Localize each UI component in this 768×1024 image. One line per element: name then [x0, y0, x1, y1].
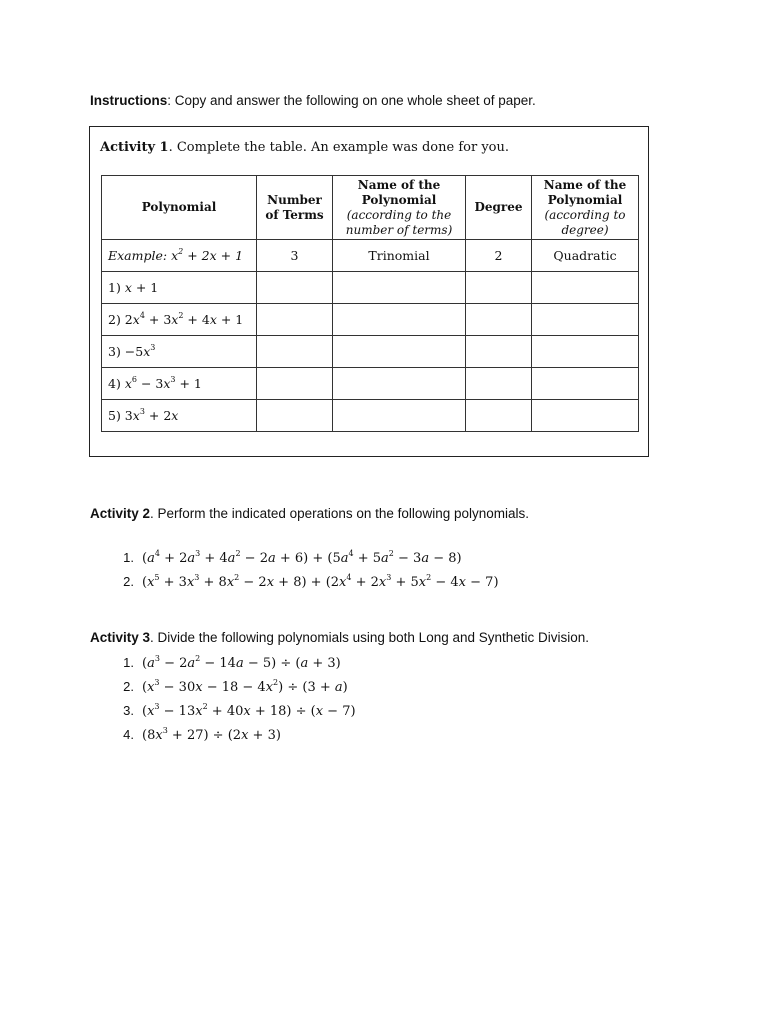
activity3-text: . Divide the following polynomials using both Long and Synthetic Division. [150, 630, 590, 645]
header-polynomial: Polynomial [102, 176, 257, 240]
name-by-degree-cell [532, 368, 639, 400]
name-by-terms-cell [333, 400, 466, 432]
degree-cell [466, 336, 532, 368]
list-item [90, 675, 356, 699]
num-terms-cell [257, 336, 333, 368]
polynomial-cell: $3) -5x^3$ [102, 336, 257, 368]
item-expression: $(a^4 + 2a^3 + 4a^2 - 2a + 6) + (5a^4 + 5a^2 - 3a - 8)$ [142, 549, 462, 566]
header-name-by-degree: Name of the Polynomial (according to degree) [532, 176, 639, 240]
item-expression: $(x^3 - 30x - 18 - 4x^2) \div (3 + a)$ [142, 678, 348, 695]
item-number: 1 . [90, 651, 134, 675]
item-expression: $(x^3 - 13x^2 + 40x + 18) \div (x - 7)$ [142, 702, 356, 719]
item-number: 2 . [90, 570, 134, 594]
header-number-of-terms: Number of Terms [257, 176, 333, 240]
activity2-label: Activity 2 [90, 506, 151, 521]
table-row [102, 400, 639, 432]
item-number: 3 . [90, 699, 134, 723]
example-num-terms: 3 [257, 240, 333, 272]
item-number: 2 . [90, 675, 134, 699]
item-expression: $(8x^3 + 27) \div (2x + 3)$ [142, 726, 281, 743]
instructions-label: Instructions [90, 93, 168, 108]
activity1-box [89, 126, 649, 457]
activity3-heading [90, 630, 589, 645]
table-row [102, 304, 639, 336]
item-number: 1 . [90, 546, 134, 570]
name-by-terms-cell [333, 368, 466, 400]
header-name-by-terms: Name of the Polynomial (according to the number of terms) [333, 176, 466, 240]
item-number: 4 . [90, 723, 134, 747]
activity2-text: . Perform the indicated operations on the following polynomials. [150, 506, 529, 521]
instructions-line [90, 92, 536, 110]
name-by-degree-cell [532, 272, 639, 304]
polynomial-cell: 4) $x^6 - 3x^3 + 1$ [102, 368, 257, 400]
polynomial-cell: 2) $2x^4 + 3x^2 + 4x + 1$ [102, 304, 257, 336]
table-header-row [102, 176, 639, 240]
table-row [102, 272, 639, 304]
example-degree: 2 [466, 240, 532, 272]
list-item [90, 723, 356, 747]
num-terms-cell [257, 304, 333, 336]
num-terms-cell [257, 368, 333, 400]
table-row-example [102, 240, 639, 272]
example-label: Example: [108, 248, 168, 263]
item-expression: $(a^3 - 2a^2 - 14a - 5) \div (a + 3)$ [142, 654, 341, 671]
example-name-by-terms: Trinomial [333, 240, 466, 272]
polynomial-cell: 5) $3x^3 + 2x$ [102, 400, 257, 432]
list-item [90, 570, 499, 594]
name-by-terms-cell [333, 336, 466, 368]
name-by-degree-cell [532, 400, 639, 432]
example-polynomial-cell [102, 240, 257, 272]
list-item [90, 546, 499, 570]
activity3-list [90, 651, 356, 747]
name-by-terms-cell [333, 272, 466, 304]
degree-cell [466, 272, 532, 304]
name-by-terms-cell [333, 304, 466, 336]
activity2-list [90, 546, 499, 594]
degree-cell [466, 400, 532, 432]
list-item [90, 699, 356, 723]
table-row [102, 336, 639, 368]
activity1-label: Activity 1 [100, 140, 169, 155]
activity3-label: Activity 3 [90, 630, 151, 645]
item-expression: $(x^5 + 3x^3 + 8x^2 - 2x + 8) + (2x^4 + 2x^3 + 5x^2 - 4x - 7)$ [142, 573, 499, 590]
num-terms-cell [257, 272, 333, 304]
activity2-heading [90, 506, 529, 521]
example-name-by-degree: Quadratic [532, 240, 639, 272]
polynomial-table [101, 175, 639, 432]
num-terms-cell [257, 400, 333, 432]
name-by-degree-cell [532, 304, 639, 336]
polynomial-cell: 1) x + 1 [102, 272, 257, 304]
list-item [90, 651, 356, 675]
instructions-text: : Copy and answer the following on one whole sheet of paper. [167, 93, 536, 108]
degree-cell [466, 304, 532, 336]
activity1-text: . Complete the table. An example was done for you. [168, 140, 509, 155]
example-polynomial: $x^2 + 2x + 1$ [171, 247, 244, 263]
name-by-degree-cell [532, 336, 639, 368]
header-degree: Degree [466, 176, 532, 240]
table-row [102, 368, 639, 400]
activity1-title [100, 140, 509, 155]
degree-cell [466, 368, 532, 400]
